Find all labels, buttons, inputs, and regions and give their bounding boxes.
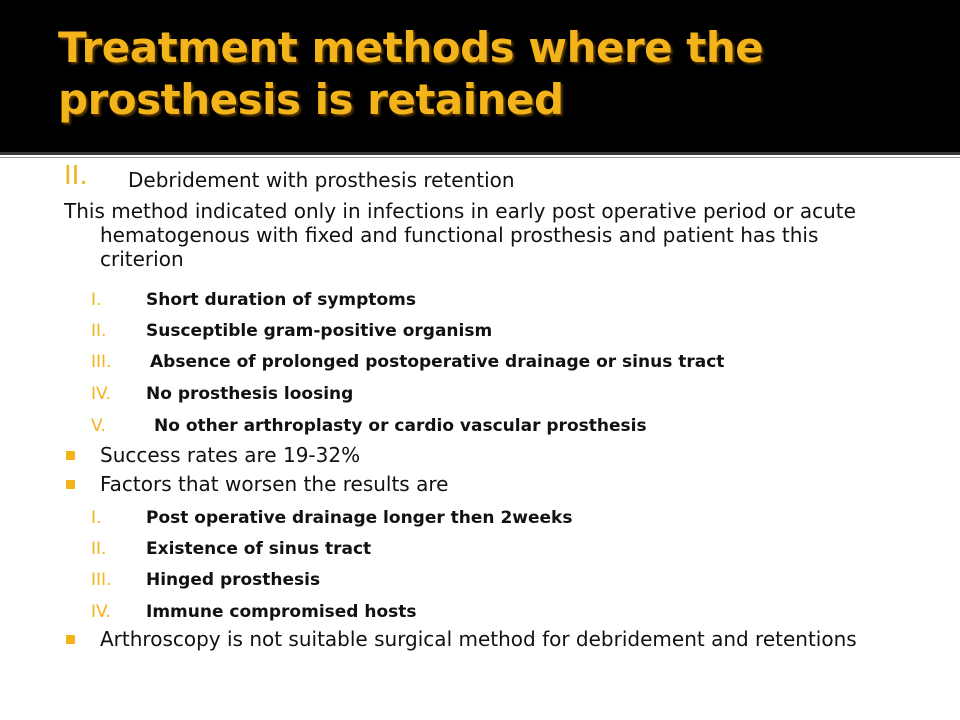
title-bar [0,0,960,152]
criteria-item-4: No prosthesis loosing [146,384,354,404]
factor-numeral-4: IV. [91,602,111,622]
criteria-numeral-5: V. [91,416,106,436]
criteria-numeral-1: I. [91,290,102,310]
slide-title: Treatment methods where the prosthesis is retained [58,23,764,124]
factor-item-1: Post operative drainage longer then 2weeks [146,508,573,528]
factor-item-4: Immune compromised hosts [146,602,417,622]
section-numeral: II. [64,161,88,191]
intro-paragraph: This method indicated only in infections in early post operative period or acute hematogenous with fixed and functional prosthesis and patient has this criterion [64,199,856,271]
bullet-arthroscopy: Arthroscopy is not suitable surgical method for debridement and retentions [100,627,857,651]
criteria-numeral-2: II. [91,321,107,341]
bullet-success-rates: Success rates are 19-32% [100,443,361,467]
bullet-factors: Factors that worsen the results are [100,472,449,496]
criteria-numeral-3: III. [91,352,112,372]
criteria-numeral-4: IV. [91,384,111,404]
title-divider-thin [0,157,960,158]
factor-numeral-3: III. [91,570,112,590]
criteria-item-2: Susceptible gram-positive organism [146,321,493,341]
criteria-item-1: Short duration of symptoms [146,290,416,310]
criteria-item-5: No other arthroplasty or cardio vascular prosthesis [154,416,647,436]
factor-numeral-1: I. [91,508,102,528]
section-heading: Debridement with prosthesis retention [128,168,515,192]
criteria-item-3: Absence of prolonged postoperative drainage or sinus tract [150,352,725,372]
factor-item-2: Existence of sinus tract [146,539,372,559]
bullet-square-icon [66,451,75,460]
title-divider [0,152,960,155]
bullet-square-icon [66,480,75,489]
factor-item-3: Hinged prosthesis [146,570,321,590]
factor-numeral-2: II. [91,539,107,559]
bullet-square-icon [66,635,75,644]
